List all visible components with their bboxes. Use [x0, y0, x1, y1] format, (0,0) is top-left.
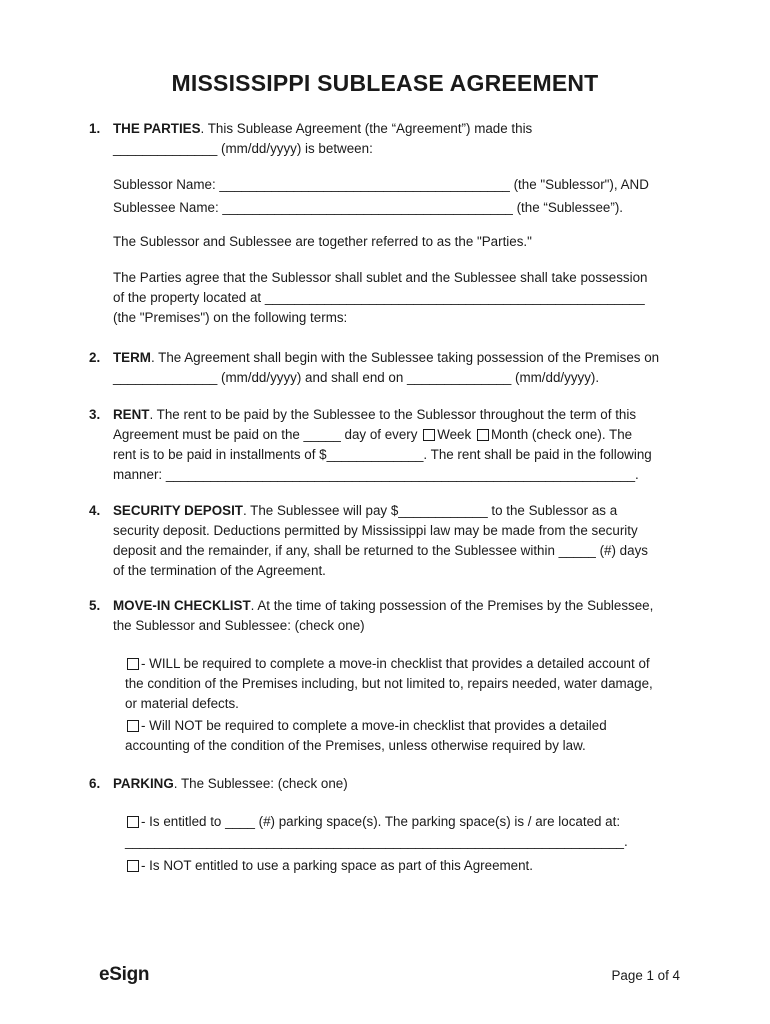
text-line: security deposit. Deductions permitted by Mississippi law may be made from the security: [113, 523, 638, 538]
will-not-checkbox[interactable]: [127, 720, 139, 732]
option-text: - Will NOT be required to complete a move-in checklist that provides a detailed: [141, 718, 607, 733]
text-line: ______________ (mm/dd/yyyy) is between:: [113, 141, 373, 156]
page-number: Page 1 of 4: [611, 968, 680, 983]
section-number: 2.: [89, 350, 101, 365]
option-text: or material defects.: [125, 696, 239, 711]
section-parking: [89, 774, 689, 876]
option-will: [125, 654, 689, 714]
section-move-in-checklist: [89, 596, 689, 756]
section-heading: PARKING: [113, 776, 174, 791]
week-checkbox[interactable]: [423, 429, 435, 441]
option-text: the condition of the Premises including, but not limited to, repairs needed, water damage,: [125, 676, 653, 691]
option-text: - Is entitled to ____ (#) parking space(s). The parking space(s) is / are located at:: [141, 814, 621, 829]
section-heading: THE PARTIES: [113, 121, 201, 136]
section-parties: [89, 119, 689, 328]
text-line: The Parties agree that the Sublessor shall sublet and the Sublessee shall take possession: [113, 270, 648, 285]
option-text: - Is NOT entitled to use a parking space as part of this Agreement.: [141, 858, 534, 873]
text-line: ______________ (mm/dd/yyyy) and shall end on ______________ (mm/dd/yyyy).: [113, 370, 600, 385]
section-number: 3.: [89, 407, 101, 422]
week-label: Week: [437, 427, 472, 442]
text-line: deposit and the remainder, if any, shall be returned to the Sublessee within _____ (#) days: [113, 543, 648, 558]
option-parking-not-entitled: [125, 856, 689, 876]
sublessee-name-line: Sublessee Name: _______________________________________ (the “Sublessee”).: [113, 200, 624, 215]
text-line: (the "Premises") on the following terms:: [113, 310, 348, 325]
section-heading: MOVE-IN CHECKLIST: [113, 598, 251, 613]
text-line: . The Sublessee will pay $____________ to the Sublessor as a: [242, 503, 618, 518]
option-text: - WILL be required to complete a move-in checklist that provides a detailed account of: [141, 656, 650, 671]
option-text: accounting of the condition of the Premises, unless otherwise required by law.: [125, 738, 586, 753]
section-security-deposit: [89, 501, 689, 581]
section-number: 1.: [89, 121, 101, 136]
text-line: Agreement must be paid on the _____ day of every: [113, 427, 418, 442]
option-text: ___________________________________________________________________.: [125, 834, 628, 849]
section-rent: [89, 405, 689, 485]
text-line: . The Agreement shall begin with the Sublessee taking possession of the Premises on: [150, 350, 660, 365]
will-checkbox[interactable]: [127, 658, 139, 670]
text-line: . The Sublessee: (check one): [173, 776, 348, 791]
section-heading: TERM: [113, 350, 151, 365]
section-term: [89, 348, 689, 388]
document-title: MISSISSIPPI SUBLEASE AGREEMENT: [171, 70, 599, 96]
text-line: . The rent to be paid by the Sublessee to the Sublessor throughout the term of this: [149, 407, 637, 422]
section-heading: SECURITY DEPOSIT: [113, 503, 243, 518]
text-line: The Sublessor and Sublessee are together referred to as the "Parties.": [113, 234, 532, 249]
text-line: the Sublessor and Sublessee: (check one): [113, 618, 365, 633]
option-parking-entitled: [125, 812, 689, 852]
text-line: . This Sublease Agreement (the “Agreement”) made this: [200, 121, 533, 136]
option-will-not: [125, 716, 689, 756]
text-line: . At the time of taking possession of the Premises by the Sublessee,: [250, 598, 654, 613]
section-heading: RENT: [113, 407, 150, 422]
month-label: Month (check one). The: [490, 427, 633, 442]
text-line: rent is to be paid in installments of $_____________. The rent shall be paid in the following: [113, 447, 652, 462]
text-line: manner: _______________________________________________________________.: [113, 467, 639, 482]
section-number: 5.: [89, 598, 101, 613]
section-number: 6.: [89, 776, 101, 791]
parking-not-entitled-checkbox[interactable]: [127, 860, 139, 872]
month-checkbox[interactable]: [477, 429, 489, 441]
property-address-line: of the property located at ___________________________________________________: [113, 290, 645, 305]
sublessor-name-line: Sublessor Name: _______________________________________ (the "Sublessor"), AND: [113, 177, 649, 192]
esign-logo: eSign: [99, 964, 150, 985]
parking-entitled-checkbox[interactable]: [127, 816, 139, 828]
text-line: of the termination of the Agreement.: [113, 563, 326, 578]
section-number: 4.: [89, 503, 101, 518]
